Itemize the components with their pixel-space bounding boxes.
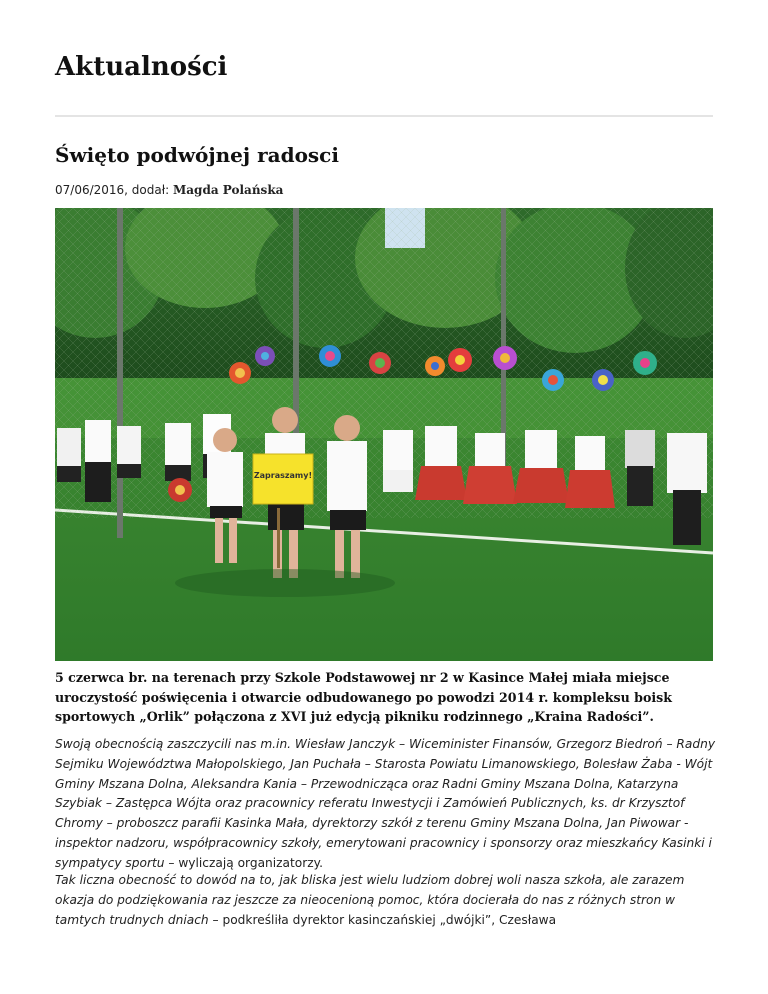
post-author[interactable]: Magda Polańska (173, 183, 284, 197)
divider (55, 115, 713, 117)
attribution-text: – podkreśliła dyrektor kasinczańskiej „dwójki”, Czesława (208, 912, 557, 927)
post-lead: 5 czerwca br. na terenach przy Szkole Podstawowej nr 2 w Kasince Małej miała miejsce uroczystość poświęcenia i otwarcie odbudowanego po powodzi 2014 r. kompleksu boisk sportowych „Orlik” połączona z XVI już edycją pikniku rodzinnego „Kraina Radości”. (55, 670, 672, 724)
post-paragraph (55, 871, 720, 930)
quote-text: Tak liczna obecność to dowód na to, jak bliska jest wielu ludziom dobrej woli nasza szkoła, ale zarazem okazja do podziękowania raz jeszcze za nieocenioną pomoc, która docierała do nas z różnych stron w tamtych trudnych dniach (55, 873, 685, 927)
photo-sign-text: Zapraszamy! (253, 471, 313, 480)
post-meta (55, 183, 283, 197)
post-date: 07/06/2016, dodał: (55, 183, 173, 197)
post-photo[interactable] (55, 208, 713, 661)
post-paragraph (55, 735, 720, 874)
section-heading: Aktualności (55, 52, 228, 82)
quote-text: Swoją obecnością zaszczycili nas m.in. Wiesław Janczyk – Wiceminister Finansów, Grzegorz Biedroń – Radny Sejmiku Województwa Małopolskiego, Jan Puchała – Starosta Powiatu Limanowskiego, Bolesław Żaba - Wójt Gminy Mszana Dolna, Aleksandra Kania – Przewodnicząca oraz Radni Gminy Mszana Dolna, Katarzyna Szybiak – Zastępca Wójta oraz pracownicy referatu Inwestycji i Zamówień Publicznych, ks. dr Krzysztof Chromy – proboszcz parafii Kasinka Mała, dyrektorzy szkół z terenu Gminy Mszana Dolna, Jan Piwowar - inspektor nadzoru, współpracownicy szkoły, emerytowani pracownicy i sponsorzy oraz mieszkańcy Kasinki i sympatycy sportu (55, 737, 716, 870)
post-title[interactable]: Święto podwójnej radosci (55, 143, 339, 167)
attribution-text: – wyliczają organizatorzy. (164, 855, 323, 870)
